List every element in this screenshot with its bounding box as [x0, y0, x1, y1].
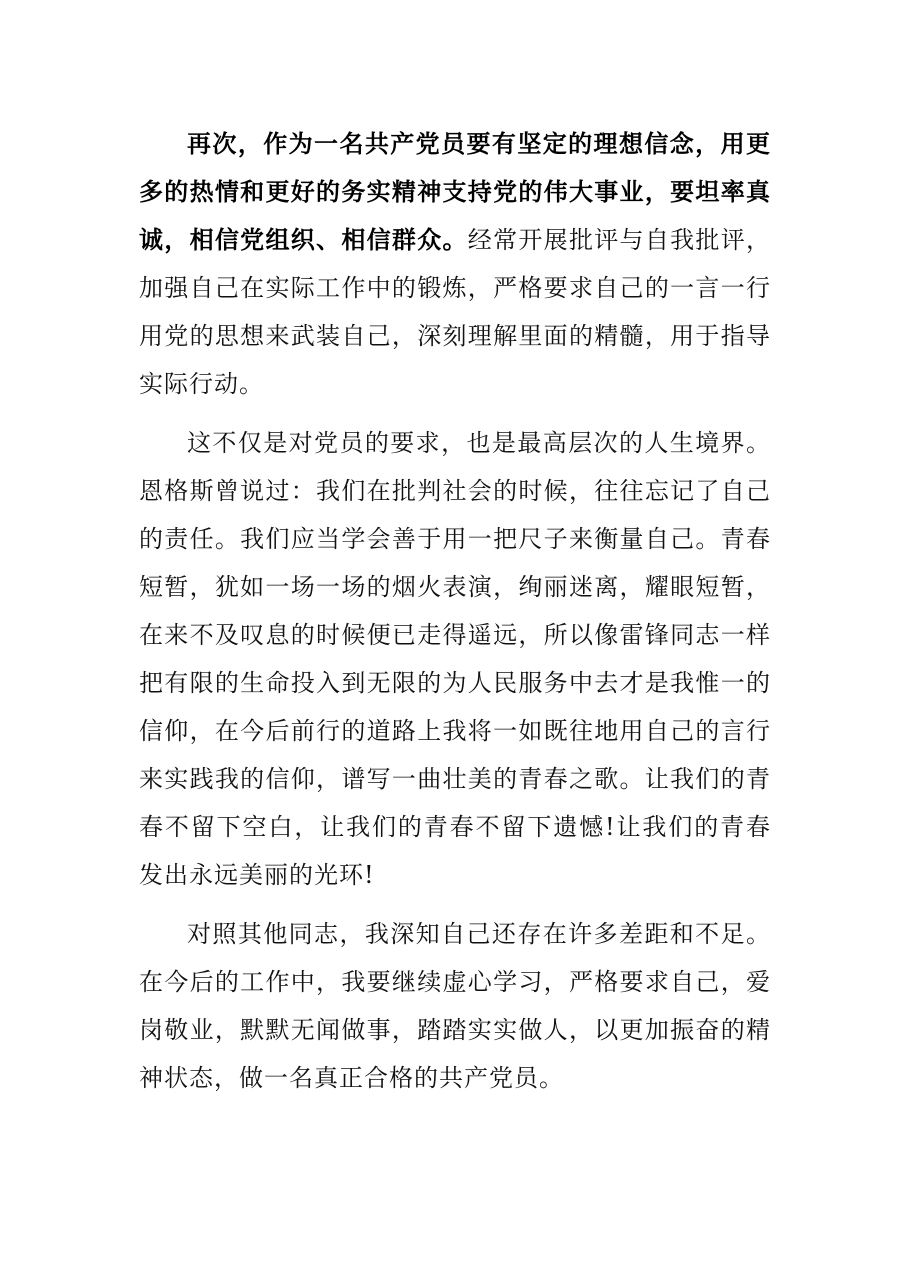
- paragraph-1-text: 经常开展批评与自我批评，加强自己在实际工作中的锻炼，严格要求自己的一言一行用党的思想来武装自己，深刻理解里面的精髓，用于指导实际行动。: [139, 226, 772, 398]
- paragraph-3-text: 对照其他同志，我深知自己还存在许多差距和不足。在今后的工作中，我要继续虚心学习，严格要求自己，爱岗敬业，默默无闻做事，踏踏实实做人，以更加振奋的精神状态，做一名真正合格的共产党员。: [139, 920, 771, 1092]
- paragraph-2: [139, 419, 771, 899]
- paragraph-3: [139, 910, 771, 1102]
- paragraph-1: [139, 120, 771, 408]
- paragraph-1-bold-lead: 再次，作为一名共产党员要有坚定的理想信念，用更多的热情和更好的务实精神支持党的伟大事业，要坦率真诚，相信党组织、相信群众。: [139, 129, 771, 254]
- paragraph-2-text: 这不仅是对党员的要求，也是最高层次的人生境界。恩格斯曾说过：我们在批判社会的时候，往往忘记了自己的责任。我们应当学会善于用一把尺子来衡量自己。青春短暂，犹如一场一场的烟火表演，绚丽迷离，耀眼短暂，在来不及叹息的时候便已走得遥远，所以像雷锋同志一样把有限的生命投入到无限的为人民服务中去才是我惟一的信仰，在今后前行的道路上我将一如既往地用自己的言行来实践我的信仰，谱写一曲壮美的青春之歌。让我们的青春不留下空白，让我们的青春不留下遗憾!让我们的青春发出永远美丽的光环!: [139, 429, 771, 889]
- document-body: [139, 120, 771, 1113]
